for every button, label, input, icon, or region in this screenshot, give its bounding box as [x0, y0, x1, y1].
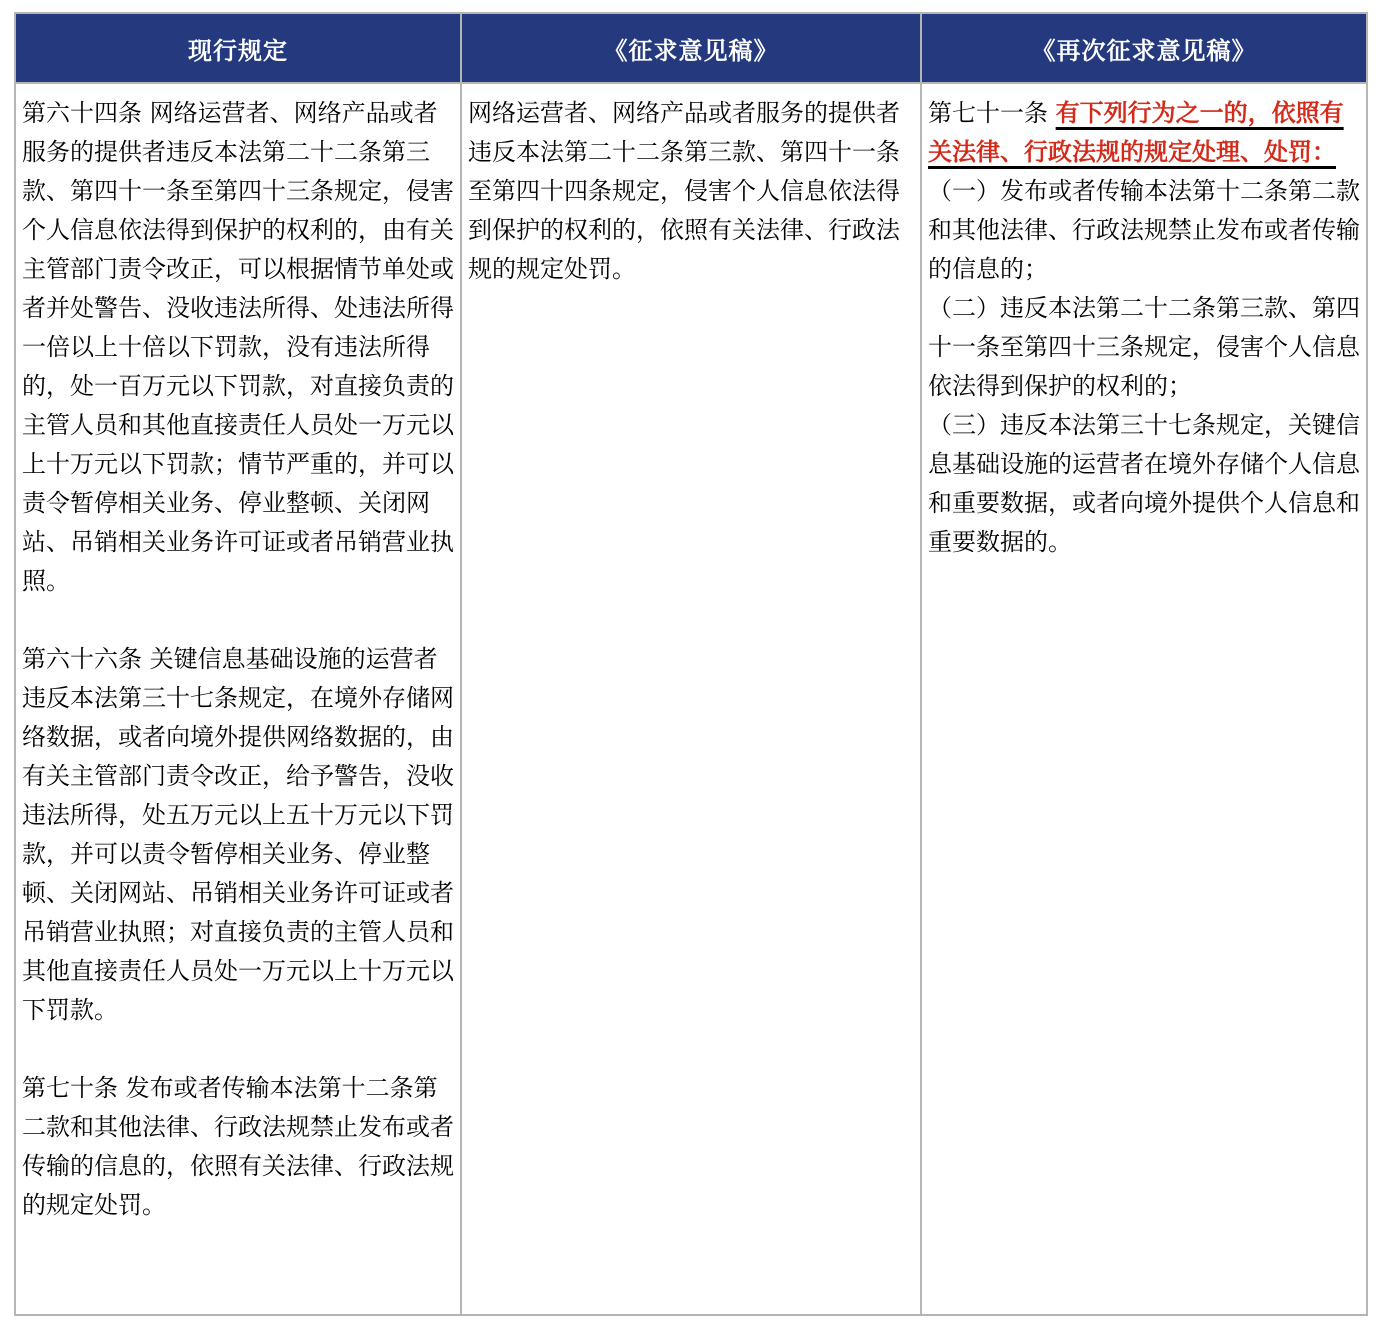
article-66-text: 第六十六条 关键信息基础设施的运营者违反本法第三十七条规定，在境外存储网络数据，或者向境外提供网络数据的，由有关主管部门责令改正，给予警告，没收违法所得，处五万元以上五十万元以下罚款，并可以责令暂停相关业务、停业整顿、关闭网站、吊销相关业务许可证或者吊销营业执照；对直接负责的主管人员和其他直接责任人员处一万元以上十万元以下罚款。: [22, 645, 454, 1024]
item-3-text: （三）违反本法第三十七条规定，关键信息基础设施的运营者在境外存储个人信息和重要数据，或者向境外提供个人信息和重要数据的。: [928, 411, 1360, 556]
highlighted-clause: 有下列行为之一的，依照有关法律、行政法规的规定处理、处罚：: [928, 99, 1344, 166]
second-draft-cell: [921, 83, 1367, 1315]
draft-text: 网络运营者、网络产品或者服务的提供者违反本法第二十二条第三款、第四十一条至第四十四条规定，侵害个人信息依法得到保护的权利的，依照有关法律、行政法规的规定处罚。: [468, 99, 900, 283]
content-row: [15, 83, 1367, 1315]
header-row: [15, 13, 1367, 83]
draft-cell: [461, 83, 921, 1315]
header-current-rules: 现行规定: [15, 13, 461, 83]
article-71-number: 第七十一条: [928, 99, 1056, 127]
item-1-text: （一）发布或者传输本法第十二条第二款和其他法律、行政法规禁止发布或者传输的信息的；: [928, 177, 1360, 283]
header-draft: 《征求意见稿》: [461, 13, 921, 83]
article-64-text: 第六十四条 网络运营者、网络产品或者服务的提供者违反本法第二十二条第三款、第四十一条至第四十三条规定，侵害个人信息依法得到保护的权利的，由有关主管部门责令改正，可以根据情节单处或者并处警告、没收违法所得、处违法所得一倍以上十倍以下罚款，没有违法所得的，处一百万元以下罚款，对直接负责的主管人员和其他直接责任人员处一万元以上十万元以下罚款；情节严重的，并可以责令暂停相关业务、停业整顿、关闭网站、吊销相关业务许可证或者吊销营业执照。: [22, 99, 454, 595]
current-rules-cell: [15, 83, 461, 1315]
item-2-text: （二）违反本法第二十二条第三款、第四十一条至第四十三条规定，侵害个人信息依法得到保护的权利的；: [928, 294, 1360, 400]
article-71-intro: [928, 94, 1360, 172]
comparison-table: [14, 12, 1368, 1316]
article-70-text: 第七十条 发布或者传输本法第十二条第二款和其他法律、行政法规禁止发布或者传输的信息的，依照有关法律、行政法规的规定处罚。: [22, 1074, 454, 1219]
header-second-draft: 《再次征求意见稿》: [921, 13, 1367, 83]
